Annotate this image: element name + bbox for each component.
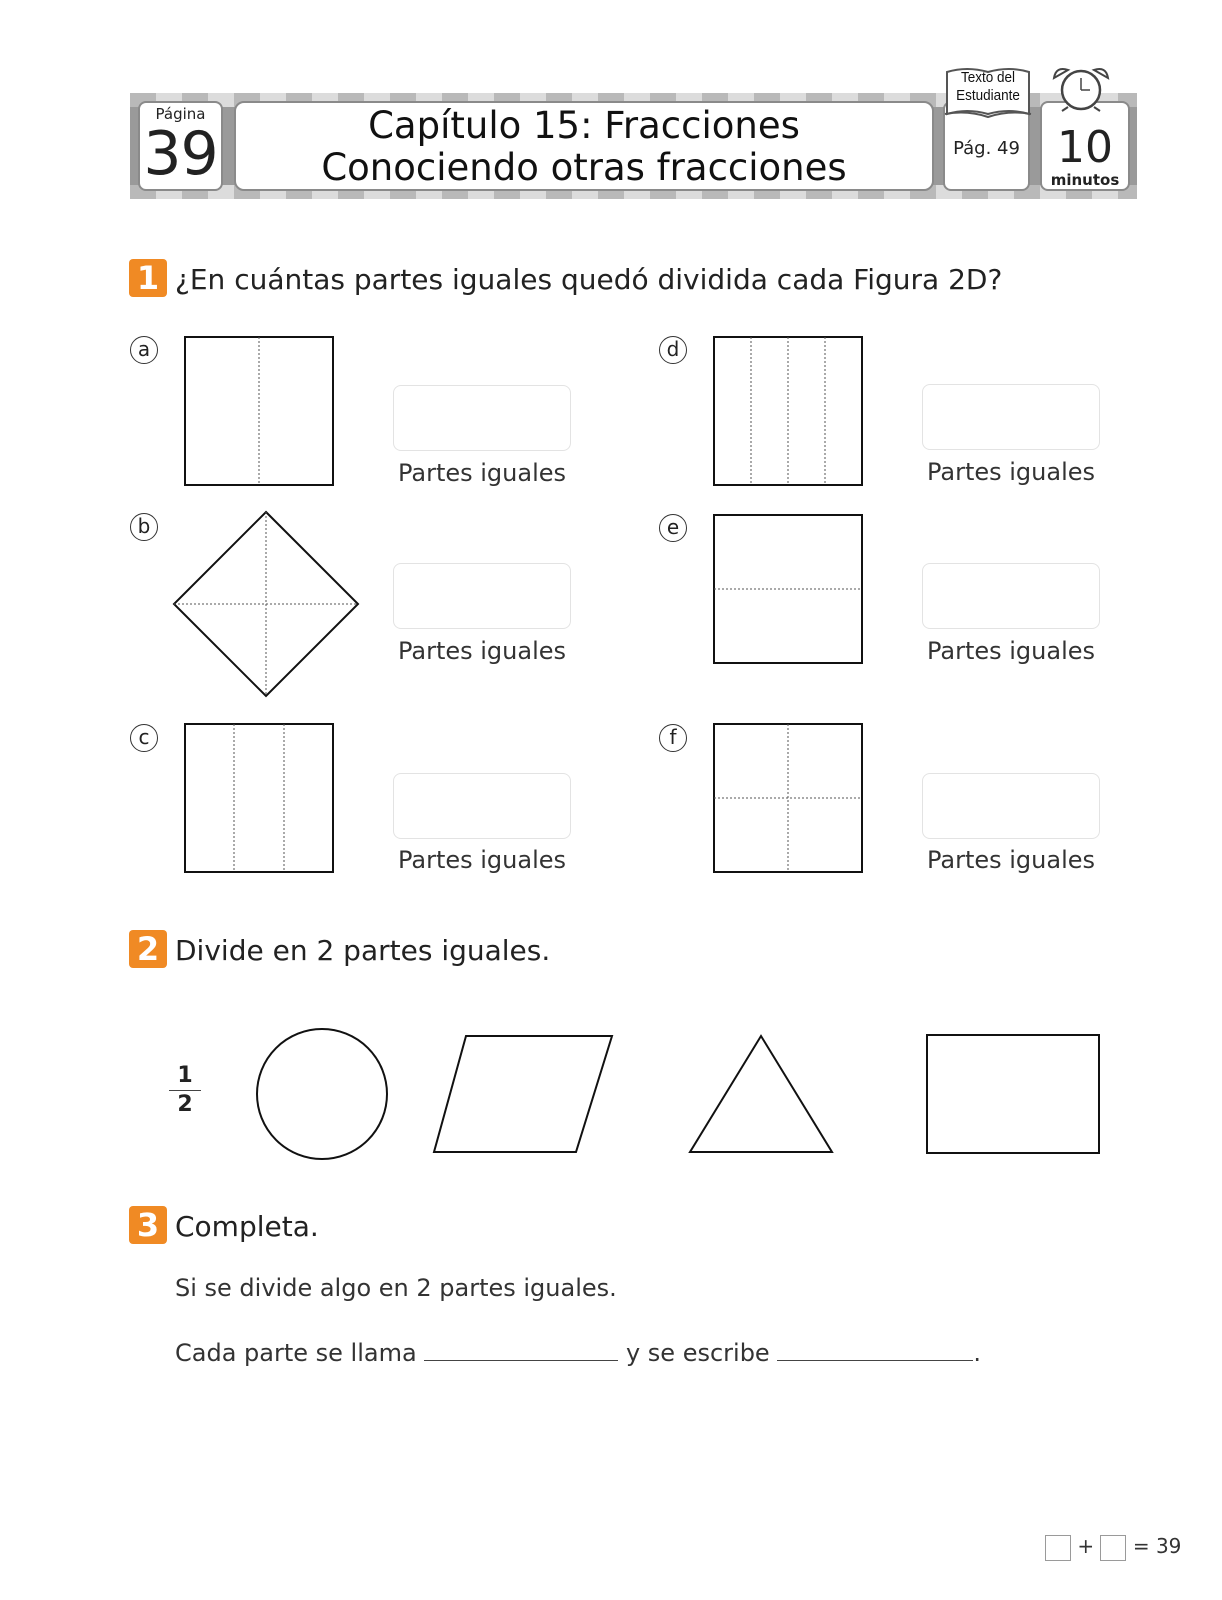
answer-box-d[interactable] xyxy=(922,384,1100,450)
footer-box-1 xyxy=(1045,1535,1071,1561)
section-number-2: 2 xyxy=(129,930,167,968)
section-1-question: ¿En cuántas partes iguales quedó dividida cada Figura 2D? xyxy=(175,263,1003,296)
answer-box-a[interactable] xyxy=(393,385,571,451)
item-letter-e: e xyxy=(659,514,687,542)
footer-equals: = 39 xyxy=(1132,1534,1182,1558)
section-2-instruction: Divide en 2 partes iguales. xyxy=(175,934,551,967)
fill-in-prompt-1: Cada parte se llama xyxy=(175,1339,417,1367)
page-number: 39 xyxy=(143,119,218,189)
answer-label-b: Partes iguales xyxy=(397,637,567,665)
rhombus-quarters-figure xyxy=(172,510,360,698)
fraction-one-half xyxy=(167,1064,203,1117)
chapter-title-box xyxy=(234,101,934,191)
answer-box-e[interactable] xyxy=(922,563,1100,629)
answer-box-f[interactable] xyxy=(922,773,1100,839)
page-label: Página xyxy=(155,105,206,123)
answer-label-f: Partes iguales xyxy=(926,846,1096,874)
time-box xyxy=(1040,101,1130,191)
chapter-title: Capítulo 15: Fracciones xyxy=(368,104,800,147)
section-number-3: 3 xyxy=(129,1206,167,1244)
square-halves-figure xyxy=(184,336,334,486)
footer-plus: + xyxy=(1077,1534,1095,1558)
square-halves-horizontal-figure xyxy=(713,514,863,664)
fill-in-prompt-2: y se escribe xyxy=(625,1339,770,1367)
footer-box-2 xyxy=(1100,1535,1126,1561)
time-value: 10 xyxy=(1057,122,1113,173)
answer-label-a: Partes iguales xyxy=(397,459,567,487)
section-number-1: 1 xyxy=(129,259,167,297)
section-3-instruction: Completa. xyxy=(175,1210,319,1243)
fraction-denominator: 2 xyxy=(177,1092,193,1117)
page-number-box xyxy=(138,101,223,191)
textbook-page-ref: Pág. 49 xyxy=(953,138,1020,159)
item-letter-f: f xyxy=(659,724,687,752)
lesson-title: Conociendo otras fracciones xyxy=(321,146,847,189)
answer-blank-notation[interactable] xyxy=(777,1359,973,1361)
square-fourths-vertical-figure xyxy=(713,336,863,486)
item-letter-b: b xyxy=(130,513,158,541)
answer-label-d: Partes iguales xyxy=(926,458,1096,486)
item-letter-a: a xyxy=(130,336,158,364)
square-thirds-figure xyxy=(184,723,334,873)
line-end-period: . xyxy=(973,1339,981,1367)
answer-box-c[interactable] xyxy=(393,773,571,839)
answer-label-c: Partes iguales xyxy=(397,846,567,874)
section-3-line-2 xyxy=(175,1339,981,1367)
item-letter-d: d xyxy=(659,336,687,364)
footer-equation xyxy=(1045,1534,1181,1561)
section-3-line-1: Si se divide algo en 2 partes iguales. xyxy=(175,1274,617,1302)
circle-shape[interactable] xyxy=(254,1026,390,1162)
alarm-clock-icon xyxy=(1046,64,1116,112)
time-unit: minutos xyxy=(1050,171,1120,189)
textbook-reference-label: Texto del Estudiante xyxy=(956,69,1020,104)
fraction-numerator: 1 xyxy=(177,1063,193,1088)
answer-label-e: Partes iguales xyxy=(926,637,1096,665)
answer-box-b[interactable] xyxy=(393,563,571,629)
answer-blank-name[interactable] xyxy=(424,1359,618,1361)
parallelogram-shape[interactable] xyxy=(432,1034,614,1154)
item-letter-c: c xyxy=(130,724,158,752)
rectangle-shape[interactable] xyxy=(926,1034,1100,1154)
square-quarters-figure xyxy=(713,723,863,873)
triangle-shape[interactable] xyxy=(688,1034,834,1154)
book-icon xyxy=(943,64,1033,120)
